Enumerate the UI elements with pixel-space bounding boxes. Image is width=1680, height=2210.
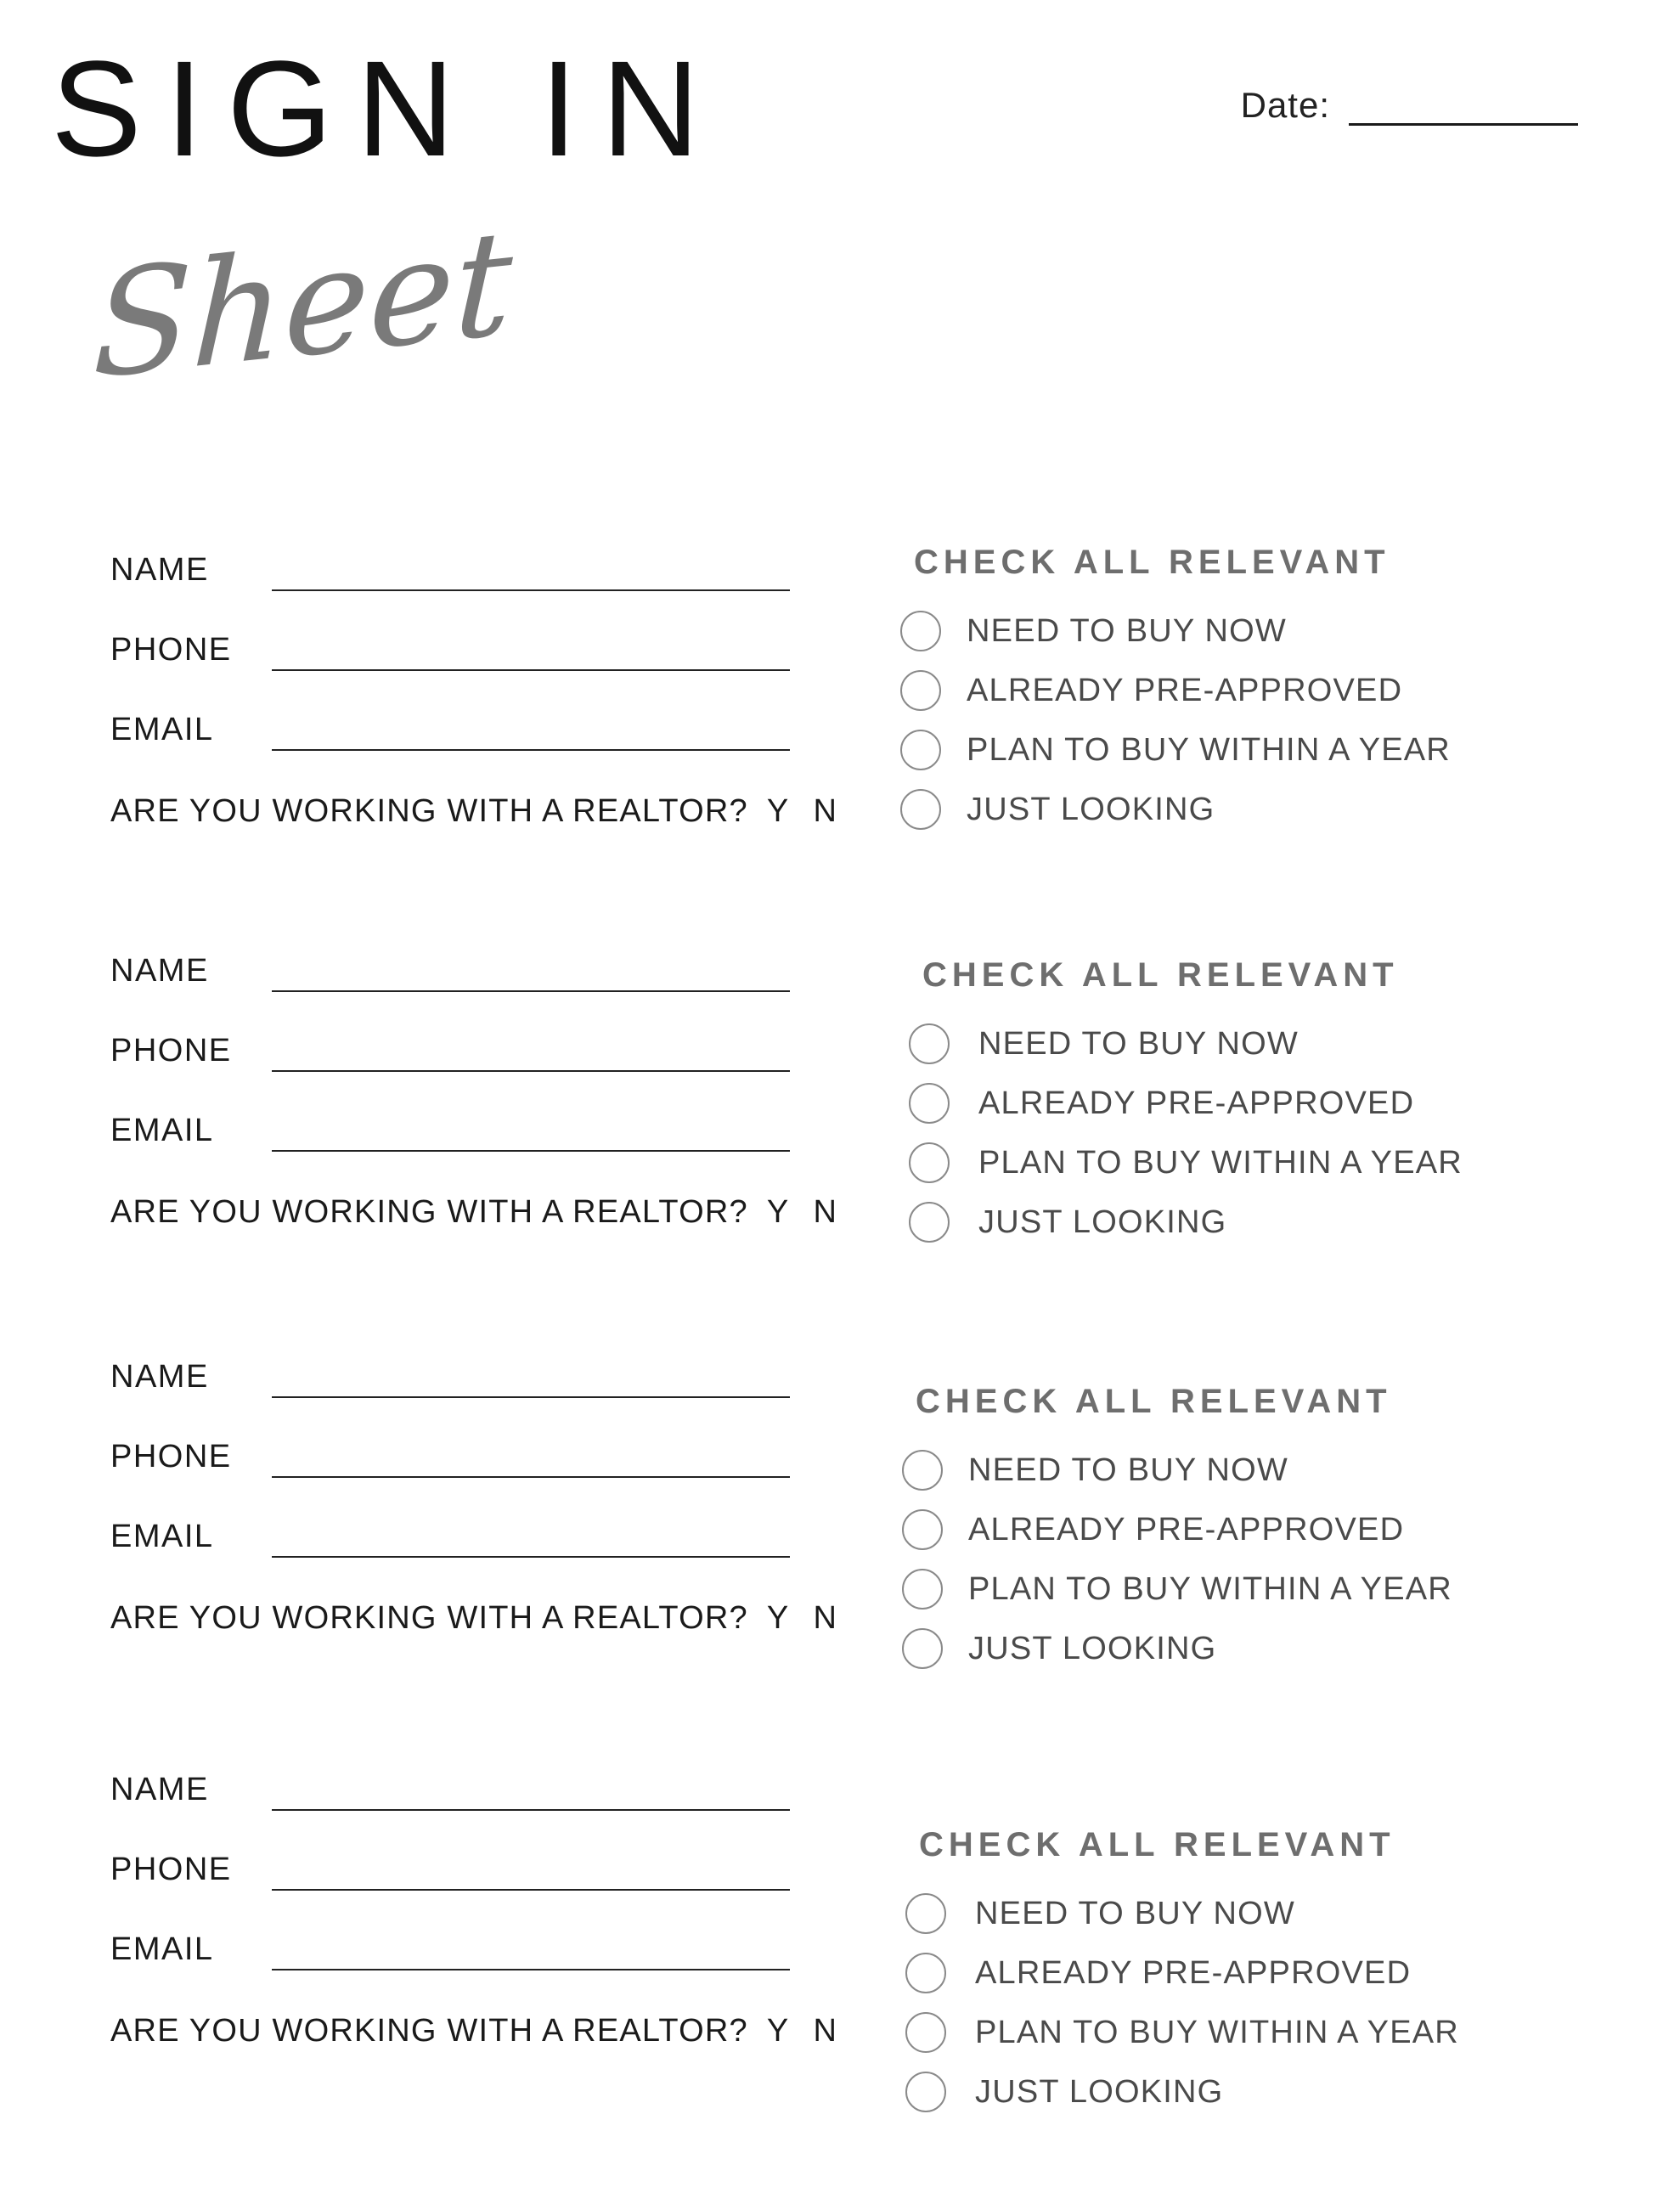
name-label: NAME: [110, 552, 209, 588]
checkbox-circle-icon[interactable]: [909, 1083, 950, 1124]
checklists-column: [900, 544, 1665, 2210]
email-label: EMAIL: [110, 1113, 214, 1148]
name-input-line[interactable]: [272, 973, 790, 992]
phone-label: PHONE: [110, 1439, 232, 1474]
realtor-question-row: [0, 1600, 883, 1637]
checklist-item[interactable]: [902, 1509, 1665, 1550]
checklist-item[interactable]: [909, 1142, 1665, 1183]
page-header: [0, 0, 1680, 544]
checklist-item-label: JUST LOOKING: [978, 1204, 1227, 1240]
entries-column: [0, 544, 883, 2157]
realtor-yes-option[interactable]: Y: [766, 1194, 790, 1230]
checklist-title: CHECK ALL RELEVANT: [916, 1383, 1392, 1420]
realtor-question-label: ARE YOU WORKING WITH A REALTOR?: [110, 1600, 748, 1636]
checklist-title: CHECK ALL RELEVANT: [919, 1826, 1395, 1863]
checkbox-circle-icon[interactable]: [905, 2072, 946, 2112]
phone-input-line[interactable]: [272, 652, 790, 671]
email-field-row[interactable]: [0, 1933, 883, 1970]
name-input-line[interactable]: [272, 1379, 790, 1398]
email-label: EMAIL: [110, 1519, 214, 1554]
checklist-item-label: PLAN TO BUY WITHIN A YEAR: [968, 1570, 1452, 1607]
checkbox-circle-icon[interactable]: [902, 1569, 943, 1610]
checklist-item[interactable]: [902, 1569, 1665, 1610]
phone-input-line[interactable]: [272, 1459, 790, 1478]
date-label: Date:: [1240, 85, 1330, 125]
name-field-row[interactable]: [0, 554, 883, 591]
realtor-no-option[interactable]: N: [813, 2013, 838, 2049]
realtor-yes-option[interactable]: Y: [766, 793, 790, 829]
checklist-item-label: ALREADY PRE-APPROVED: [975, 1954, 1412, 1991]
name-label: NAME: [110, 1359, 209, 1395]
realtor-question-label: ARE YOU WORKING WITH A REALTOR?: [110, 793, 748, 829]
checkbox-circle-icon[interactable]: [905, 1893, 946, 1934]
checklist-item-label: JUST LOOKING: [968, 1630, 1217, 1666]
checklist-item-label: NEED TO BUY NOW: [975, 1895, 1295, 1931]
checkbox-circle-icon[interactable]: [909, 1202, 950, 1243]
realtor-question-row: [0, 1194, 883, 1231]
realtor-no-option[interactable]: N: [813, 1600, 838, 1636]
checklist-item[interactable]: [905, 2012, 1665, 2053]
realtor-question-row: [0, 2013, 883, 2049]
checklist-block: [900, 1340, 1665, 1767]
checklist-item[interactable]: [909, 1083, 1665, 1124]
email-label: EMAIL: [110, 1931, 214, 1967]
name-input-line[interactable]: [272, 1792, 790, 1811]
checklist-item[interactable]: [902, 1628, 1665, 1669]
phone-label: PHONE: [110, 1852, 232, 1887]
email-field-row[interactable]: [0, 713, 883, 751]
name-input-line[interactable]: [272, 572, 790, 591]
checklist-item-label: ALREADY PRE-APPROVED: [968, 1511, 1405, 1548]
phone-field-row[interactable]: [0, 1440, 883, 1478]
checklist-block: [900, 927, 1665, 1340]
email-field-row[interactable]: [0, 1114, 883, 1152]
checkbox-circle-icon[interactable]: [902, 1509, 943, 1550]
entry-block: [0, 1339, 883, 1745]
phone-field-row[interactable]: [0, 634, 883, 671]
phone-input-line[interactable]: [272, 1872, 790, 1891]
name-field-row[interactable]: [0, 1773, 883, 1811]
checklist-item-label: PLAN TO BUY WITHIN A YEAR: [975, 2014, 1459, 2050]
checklist-block: [900, 544, 1665, 927]
phone-field-row[interactable]: [0, 1035, 883, 1072]
entry-block: [0, 938, 883, 1339]
name-label: NAME: [110, 1772, 209, 1807]
phone-field-row[interactable]: [0, 1853, 883, 1891]
checkbox-circle-icon[interactable]: [902, 1450, 943, 1491]
name-field-row[interactable]: [0, 1361, 883, 1398]
checklist-item-label: JUST LOOKING: [967, 791, 1215, 827]
email-input-line[interactable]: [272, 732, 790, 751]
checkbox-circle-icon[interactable]: [905, 2012, 946, 2053]
checkbox-circle-icon[interactable]: [900, 670, 941, 711]
realtor-question-row: [0, 793, 883, 830]
checklist-item-label: NEED TO BUY NOW: [978, 1025, 1299, 1062]
checklist-item[interactable]: [900, 730, 1665, 770]
email-input-line[interactable]: [272, 1952, 790, 1970]
phone-label: PHONE: [110, 632, 232, 668]
checkbox-circle-icon[interactable]: [900, 789, 941, 830]
checklist-item-label: NEED TO BUY NOW: [968, 1452, 1288, 1488]
checkbox-circle-icon[interactable]: [902, 1628, 943, 1669]
realtor-question-label: ARE YOU WORKING WITH A REALTOR?: [110, 1194, 748, 1230]
date-input-line[interactable]: [1349, 87, 1578, 126]
page-title-script: Sheet: [90, 198, 516, 412]
checklist-block: [900, 1767, 1665, 2210]
realtor-no-option[interactable]: N: [813, 793, 838, 829]
checkbox-circle-icon[interactable]: [900, 730, 941, 770]
entry-block: [0, 1745, 883, 2157]
realtor-no-option[interactable]: N: [813, 1194, 838, 1230]
realtor-yes-option[interactable]: Y: [766, 1600, 790, 1636]
email-input-line[interactable]: [272, 1133, 790, 1152]
checklist-item[interactable]: [900, 789, 1665, 830]
name-field-row[interactable]: [0, 955, 883, 992]
name-label: NAME: [110, 953, 209, 989]
checklist-item[interactable]: [905, 2072, 1665, 2112]
email-label: EMAIL: [110, 712, 214, 747]
date-field[interactable]: [1241, 85, 1578, 126]
checklist-item[interactable]: [902, 1450, 1665, 1491]
checklist-item-label: ALREADY PRE-APPROVED: [978, 1085, 1415, 1121]
realtor-question-label: ARE YOU WORKING WITH A REALTOR?: [110, 2013, 748, 2049]
realtor-yes-option[interactable]: Y: [766, 2013, 790, 2049]
email-field-row[interactable]: [0, 1520, 883, 1558]
phone-label: PHONE: [110, 1033, 232, 1068]
checklist-item-label: NEED TO BUY NOW: [967, 612, 1287, 649]
checklist-item[interactable]: [909, 1023, 1665, 1064]
checklist-title: CHECK ALL RELEVANT: [914, 544, 1390, 581]
checklist-item-label: ALREADY PRE-APPROVED: [967, 672, 1403, 708]
checkbox-circle-icon[interactable]: [900, 611, 941, 651]
checklist-item[interactable]: [909, 1202, 1665, 1243]
checklist-item-label: PLAN TO BUY WITHIN A YEAR: [978, 1144, 1463, 1181]
checklist-item-label: PLAN TO BUY WITHIN A YEAR: [967, 731, 1451, 768]
checkbox-circle-icon[interactable]: [905, 1953, 946, 1993]
email-input-line[interactable]: [272, 1539, 790, 1558]
checkbox-circle-icon[interactable]: [909, 1023, 950, 1064]
checklist-item[interactable]: [900, 670, 1665, 711]
entry-block: [0, 544, 883, 938]
checklist-item[interactable]: [905, 1893, 1665, 1934]
page-title: SIGN IN: [51, 32, 724, 184]
checklist-item[interactable]: [905, 1953, 1665, 1993]
checklist-item-label: JUST LOOKING: [975, 2073, 1224, 2110]
checkbox-circle-icon[interactable]: [909, 1142, 950, 1183]
checklist-title: CHECK ALL RELEVANT: [922, 956, 1399, 994]
phone-input-line[interactable]: [272, 1053, 790, 1072]
checklist-item[interactable]: [900, 611, 1665, 651]
